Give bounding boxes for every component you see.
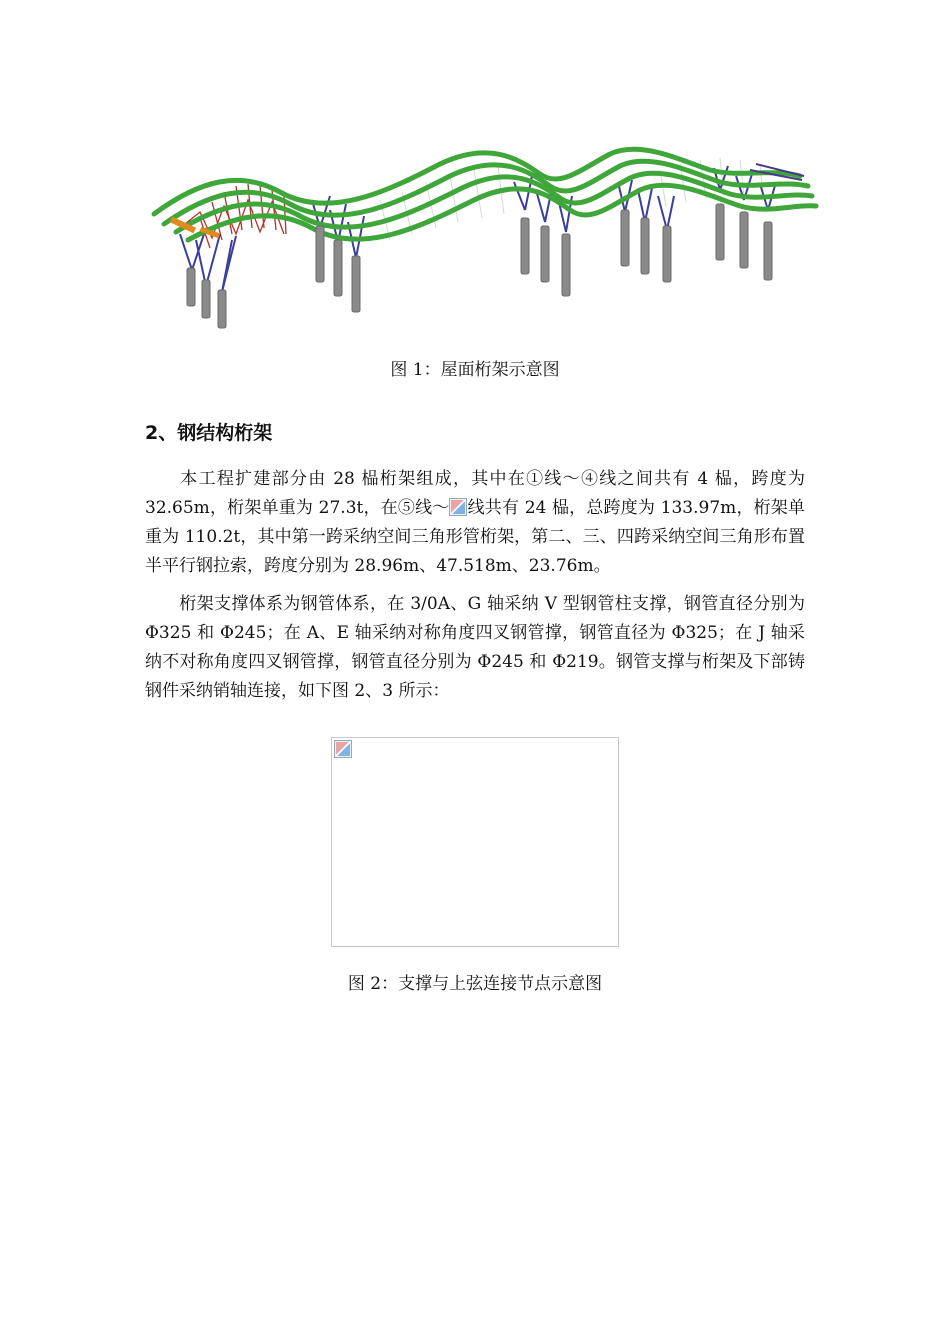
figure2-caption: 图 2：支撑与上弦连接节点示意图 <box>347 974 603 994</box>
roof-truss-figure <box>140 130 820 345</box>
paragraph-2-text: 桁架支撑体系为钢管体系，在 3/0A、G 轴采纳 V 型钢管柱支撑，钢管直径分别为 Φ325 和 Φ245；在 A、E 轴采纳对称角度四叉钢管撑，钢管直径为 Φ325；在 J 轴采纳不对称角度四叉钢管撑，钢管直径分别为 Φ245 和 Φ219。钢管支撑与桁架及下部铸钢件采纳销轴连接，如下图 2、3 所示： <box>145 594 805 701</box>
broken-image-icon <box>449 498 467 516</box>
figure1-caption: 图 1：屋面桁架示意图 <box>390 360 560 380</box>
figure2-image-placeholder <box>331 737 619 947</box>
paragraph-1 <box>145 465 805 581</box>
paragraph-2 <box>145 590 805 706</box>
paragraph-1-part-1: 本工程扩建部分由 28 榀桁架组成，其中在①线～④线之间共有 4 榀，跨度为 32.65m，桁架单重为 27.3t，在⑤线～ <box>145 469 805 518</box>
broken-image-icon <box>334 740 352 758</box>
paragraph-1-part-2: 线共有 24 榀，总跨度为 133.97m，桁架单重为 110.2t，其中第一跨采纳空间三角形管桁架，第二、三、四跨采纳空间三角形布置半平行钢拉索，跨度分别为 28.96m、47.518m、23.76m。 <box>145 498 805 576</box>
section-heading: 2、钢结构桁架 <box>145 422 273 444</box>
